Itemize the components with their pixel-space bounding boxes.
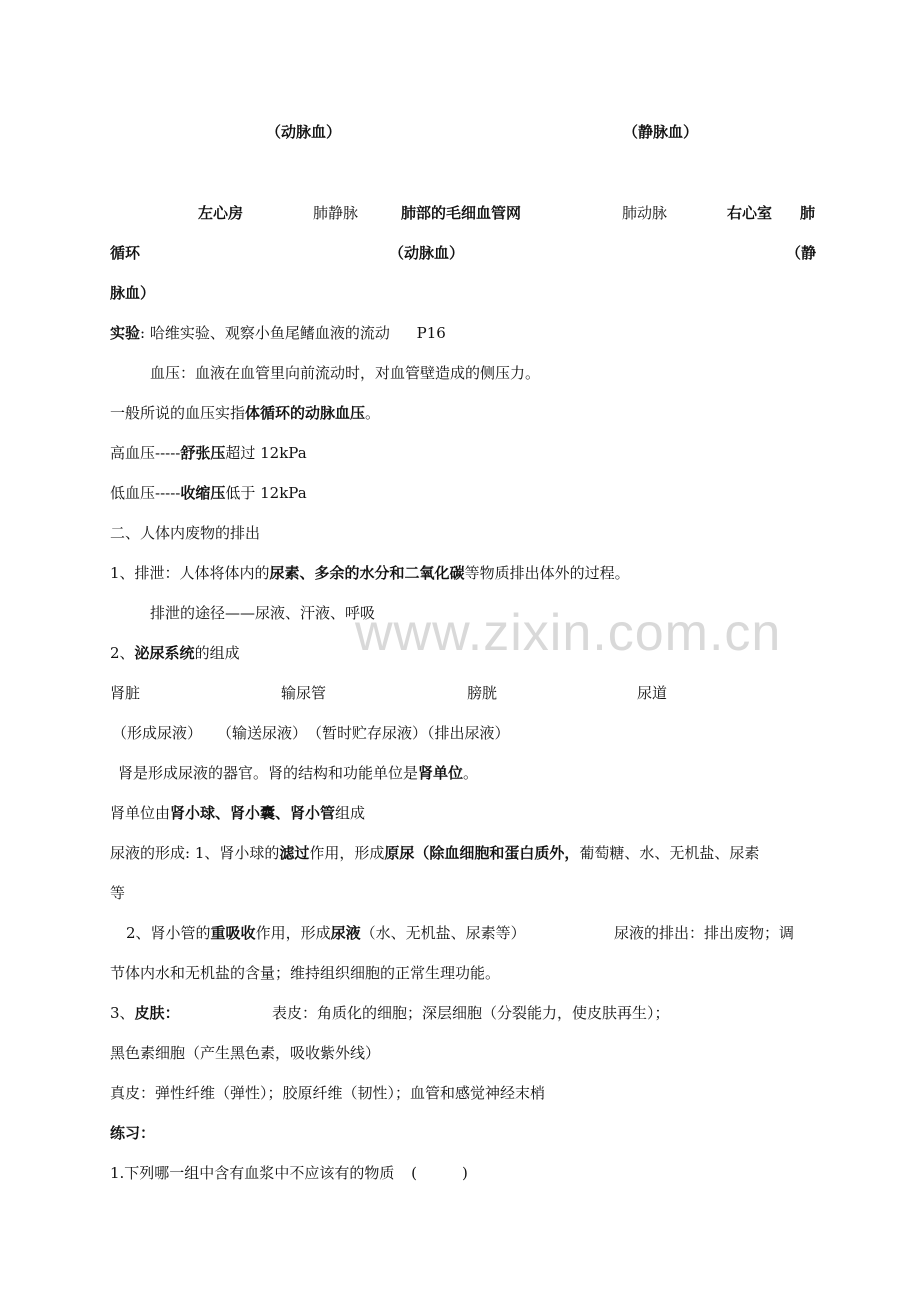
venous-blood-label-end: 脉血） bbox=[110, 284, 156, 302]
urine-formation-2 bbox=[126, 923, 526, 943]
watermark: www.zixin.com.cn bbox=[355, 604, 782, 662]
f1-bold-filtration: 滤过 bbox=[279, 844, 310, 862]
bp-high-bold: 舒张压 bbox=[180, 444, 226, 462]
bp-general-bold: 体循环的动脉血压 bbox=[245, 404, 366, 422]
excretion-bold: 尿素、多余的水分和二氧化碳 bbox=[269, 564, 465, 582]
bp-general-end: 。 bbox=[365, 404, 381, 422]
f1-rest: 葡萄糖、水、无机盐、尿素 bbox=[579, 844, 760, 862]
experiment-label: 实验 bbox=[110, 324, 141, 342]
bp-low-prefix: 低血压----- bbox=[110, 484, 181, 502]
right-ventricle: 右心室 bbox=[727, 204, 773, 222]
urine-discharge: 尿液的排出：排出废物；调 bbox=[614, 924, 795, 942]
bp-high-suffix: 超过 12kPa bbox=[225, 444, 307, 462]
bp-definition: 血压：血液在血管里向前流动时，对血管壁造成的侧压力。 bbox=[150, 364, 541, 382]
bp-high-prefix: 高血压----- bbox=[110, 444, 181, 462]
urinary-title-rest: 的组成 bbox=[194, 644, 240, 662]
bp-general-prefix: 一般所说的血压实指 bbox=[110, 404, 246, 422]
nephron-end: 组成 bbox=[335, 804, 366, 822]
f1-bold-primary-urine: 原尿（除血细胞和蛋白质外， bbox=[384, 844, 580, 862]
organ-kidney: 肾脏 bbox=[110, 684, 141, 702]
organ-functions: （形成尿液） （输送尿液） （暂时贮存尿液）（排出尿液） bbox=[112, 724, 510, 742]
kidney-unit bbox=[118, 763, 478, 783]
kidney-unit-prefix: 肾是形成尿液的器官。肾的结构和功能单位是 bbox=[118, 764, 419, 782]
organ-ureter: 输尿管 bbox=[281, 684, 327, 702]
excretion-definition bbox=[110, 563, 630, 583]
bp-low bbox=[110, 483, 307, 503]
f1-mid: 作用，形成 bbox=[309, 844, 385, 862]
excretion-prefix: 1、排泄：人体将体内的 bbox=[110, 564, 270, 582]
bp-low-bold: 收缩压 bbox=[180, 484, 226, 502]
organ-urethra: 尿道 bbox=[637, 684, 668, 702]
bp-general bbox=[110, 403, 380, 423]
arterial-blood-label: （动脉血） bbox=[266, 123, 342, 141]
excretion-suffix: 等物质排出体外的过程。 bbox=[464, 564, 630, 582]
f2-bold-urine: 尿液 bbox=[330, 924, 361, 942]
f2-rest: （水、无机盐、尿素等） bbox=[360, 924, 526, 942]
nephron-bold: 肾小球、肾小囊、肾小管 bbox=[170, 804, 336, 822]
section-2-title: 二、人体内废物的排出 bbox=[110, 524, 261, 542]
skin-epidermis: 表皮：角质化的细胞；深层细胞（分裂能力，使皮肤再生）； bbox=[272, 1004, 670, 1022]
arterial-blood-label-2: （动脉血） bbox=[389, 244, 465, 262]
capillary-network: 肺部的毛细血管网 bbox=[401, 204, 522, 222]
kidney-unit-bold: 肾单位 bbox=[418, 764, 464, 782]
urine-formation-1-cont: 等 bbox=[110, 884, 126, 902]
experiment-text: : 哈维实验、观察小鱼尾鳍血液的流动 bbox=[140, 324, 390, 342]
pulmonary-vein: 肺静脉 bbox=[313, 204, 359, 222]
kidney-unit-end: 。 bbox=[463, 764, 479, 782]
skin-dermis: 真皮：弹性纤维（弹性）；胶原纤维（韧性）；血管和感觉神经末梢 bbox=[110, 1084, 546, 1102]
urine-discharge-cont: 节体内水和无机盐的含量；维持组织细胞的正常生理功能。 bbox=[110, 964, 501, 982]
skin-colon: ： bbox=[164, 1004, 180, 1022]
f2-bold-reabsorption: 重吸收 bbox=[210, 924, 256, 942]
urinary-title bbox=[110, 643, 240, 663]
nephron-parts bbox=[110, 803, 365, 823]
bp-low-suffix: 低于 12kPa bbox=[225, 484, 307, 502]
nephron-prefix: 肾单位由 bbox=[110, 804, 171, 822]
circulation-label: 循环 bbox=[110, 244, 141, 262]
urinary-title-bold: 泌尿系统 bbox=[134, 644, 195, 662]
f1-prefix: 尿液的形成: 1、肾小球的 bbox=[110, 844, 280, 862]
pulmonary-artery: 肺动脉 bbox=[622, 204, 668, 222]
f2-mid: 作用，形成 bbox=[255, 924, 331, 942]
bp-high bbox=[110, 443, 307, 463]
urine-formation-1 bbox=[110, 843, 759, 863]
experiment-line bbox=[110, 323, 446, 343]
left-atrium: 左心房 bbox=[198, 204, 244, 222]
excretion-routes: 排泄的途径——尿液、汗液、呼吸 bbox=[150, 604, 376, 622]
skin-title bbox=[110, 1003, 180, 1023]
skin-melanocyte: 黑色素细胞（产生黑色素，吸收紫外线） bbox=[110, 1044, 381, 1062]
urinary-num: 2、 bbox=[110, 644, 135, 662]
f2-prefix: 2、肾小管的 bbox=[126, 924, 211, 942]
question-1 bbox=[110, 1163, 468, 1183]
skin-num: 3、 bbox=[110, 1004, 135, 1022]
organ-bladder: 膀胱 bbox=[467, 684, 498, 702]
fei-char: 肺 bbox=[800, 204, 816, 222]
venous-blood-label: （静脉血） bbox=[623, 123, 699, 141]
venous-blood-label-start: （静 bbox=[786, 244, 817, 262]
exercise-title: 练习： bbox=[110, 1124, 156, 1142]
experiment-page-ref: P16 bbox=[416, 324, 446, 342]
question-1-text: 1.下列哪一组中含有血浆中不应该有的物质 bbox=[110, 1164, 395, 1182]
skin-title-bold: 皮肤 bbox=[134, 1004, 165, 1022]
question-1-answer-blank: ( ) bbox=[411, 1164, 468, 1182]
